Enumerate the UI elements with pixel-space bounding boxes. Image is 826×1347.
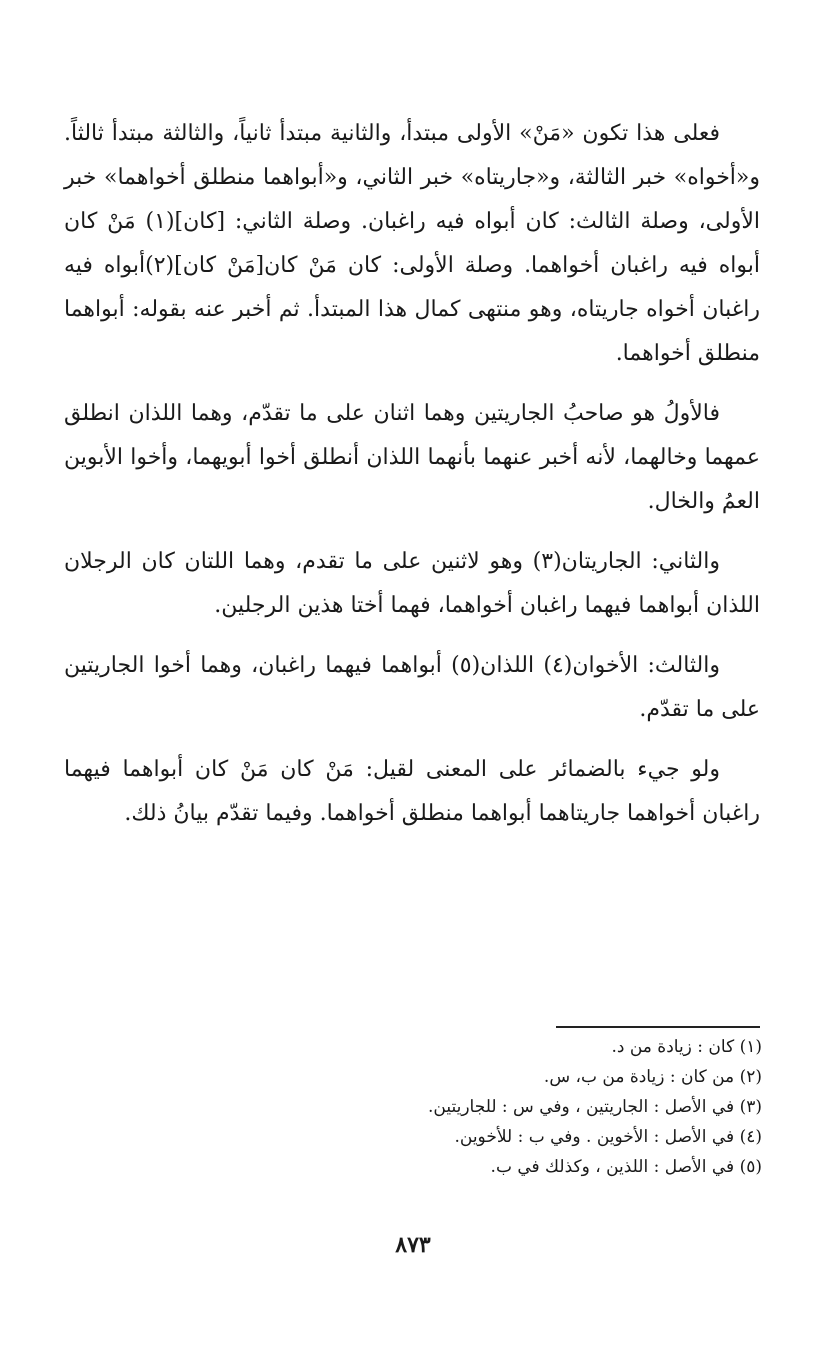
paragraph-2: فالأولُ هو صاحبُ الجاريتين وهما اثنان على ما تقدّم، وهما اللذان انطلق عمهما وخالهما، لأنه أخبر عنهما بأنهما اللذان أنطلق أخوا أبويهما، وأخوا الأبوين العمُ والخال. xyxy=(64,401,760,514)
footnote-4: (٤) في الأصل : الأخوين . وفي ب : للأخوين. xyxy=(454,1127,762,1147)
paragraph-5: ولو جيء بالضمائر على المعنى لقيل: مَنْ كان مَنْ كان أبواهما فيهما راغبان أخواهما جاريتاهما أبواهما منطلق أخواهما. وفيما تقدّم بيانُ ذلك. xyxy=(64,757,760,826)
footnote-divider xyxy=(556,1026,760,1028)
page-number: ٨٧٣ xyxy=(395,1232,431,1258)
paragraph-1: فعلى هذا تكون «مَنْ» الأولى مبتدأ، والثانية مبتدأ ثانياً، والثالثة مبتدأ ثالثاً. و«أخواه» خبر الثالثة، و«جاريتاه» خبر الثاني، و«أبواهما منطلق أخواهما» خبر الأولى، وصلة الثالث: كان أبواه فيه راغبان. وصلة الثاني: [كان](١) مَنْ كان أبواه فيه راغبان أخواهما. وصلة الأولى: كان مَنْ كان[مَنْ كان](٢)أبواه فيه راغبان أخواه جاريتاه، وهو منتهى كمال هذا المبتدأ. ثم أخبر عنه بقوله: أبواهما منطلق أخواهما. xyxy=(64,121,761,366)
footnote-1: (١) كان : زيادة من د. xyxy=(611,1037,762,1057)
footnote-3: (٣) في الأصل : الجاريتين ، وفي س : للجاريتين. xyxy=(428,1097,762,1117)
footnotes xyxy=(300,1032,762,1182)
footnote-2: (٢) من كان : زيادة من ب، س. xyxy=(543,1067,762,1087)
footnote-5: (٥) في الأصل : اللذين ، وكذلك في ب. xyxy=(490,1157,762,1177)
paragraph-3: والثاني: الجاريتان(٣) وهو لاثنين على ما تقدم، وهما اللتان كان الرجلان اللذان أبواهما فيهما راغبان أخواهما، فهما أختا هذين الرجلين. xyxy=(64,549,760,618)
paragraph-4: والثالث: الأخوان(٤) اللذان(٥) أبواهما فيهما راغبان، وهما أخوا الجاريتين على ما تقدّم. xyxy=(64,653,760,722)
main-text xyxy=(64,112,760,852)
